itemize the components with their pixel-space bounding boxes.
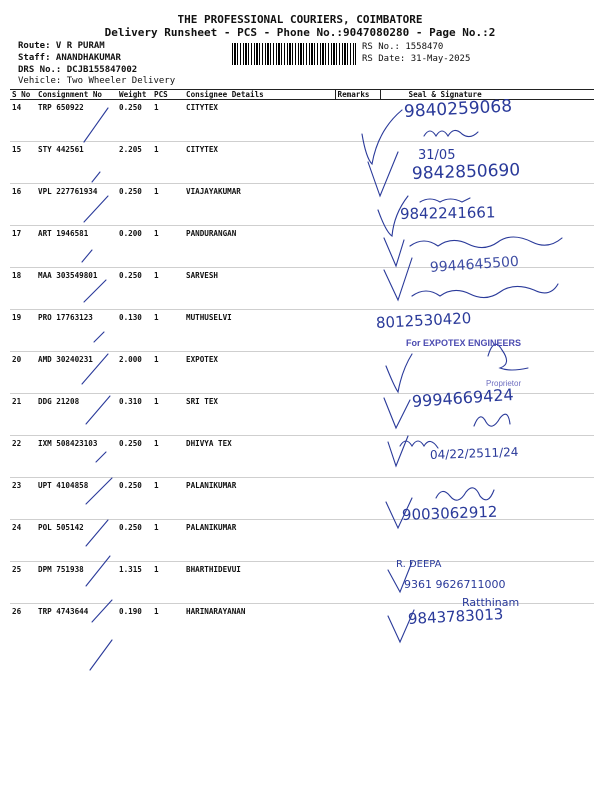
- handwritten-phone: 9003062912: [401, 502, 498, 524]
- row-weight: 0.250: [117, 100, 152, 142]
- row-weight: 0.250: [117, 268, 152, 310]
- row-sno: 24: [10, 520, 36, 562]
- row-signature: [380, 520, 594, 562]
- row-weight: 1.315: [117, 562, 152, 604]
- row-remarks: [335, 226, 380, 268]
- handwritten-phone: 9840259068: [403, 96, 513, 122]
- row-weight: 0.250: [117, 184, 152, 226]
- row-sno: 20: [10, 352, 36, 394]
- row-consignment: STY 442561: [36, 142, 117, 184]
- row-consignment: UPT 4104858: [36, 478, 117, 520]
- row-consignee: DHIVYA TEX: [184, 436, 335, 478]
- row-consignee: CITYTEX: [184, 100, 335, 142]
- row-pcs: 1: [152, 562, 184, 604]
- handwritten-name: Ratthinam: [462, 596, 520, 609]
- row-consignment: PRO 17763123: [36, 310, 117, 352]
- row-remarks: [335, 436, 380, 478]
- row-consignee: SRI TEX: [184, 394, 335, 436]
- row-consignment: IXM 508423103: [36, 436, 117, 478]
- row-sno: 21: [10, 394, 36, 436]
- row-consignee: PANDURANGAN: [184, 226, 335, 268]
- handwritten-name: R. DEEPA: [396, 559, 442, 570]
- row-weight: 0.250: [117, 520, 152, 562]
- company-title: THE PROFESSIONAL COURIERS, COIMBATORE: [177, 13, 423, 26]
- row-consignee: SARVESH: [184, 268, 335, 310]
- row-weight: 0.250: [117, 436, 152, 478]
- row-remarks: [335, 394, 380, 436]
- row-pcs: 1: [152, 352, 184, 394]
- row-remarks: [335, 268, 380, 310]
- row-weight: 0.310: [117, 394, 152, 436]
- row-weight: 0.190: [119, 607, 142, 616]
- row-consignment: DDG 21208: [36, 394, 117, 436]
- handwritten-phone: 8012530420: [375, 309, 472, 332]
- staff-label: Staff: ANANDHAKUMAR: [18, 53, 121, 63]
- row-pcs: 1: [152, 268, 184, 310]
- row-consignee: BHARTHIDEVUI: [184, 562, 335, 604]
- row-sno: 14: [10, 100, 36, 142]
- row-weight: 0.250: [117, 478, 152, 520]
- row-sno: 15: [10, 142, 36, 184]
- row-remarks: [335, 184, 380, 226]
- handwritten-phone: 9842850690: [411, 160, 521, 184]
- row-weight: 2.000: [117, 352, 152, 394]
- table-row: [10, 478, 594, 520]
- row-consignment: VPL 227761934: [36, 184, 117, 226]
- row-consignment: POL 505142: [36, 520, 117, 562]
- row-remarks: [335, 604, 380, 646]
- rs-date: RS Date: 31-May-2025: [362, 54, 471, 64]
- row-sno: 25: [10, 562, 36, 604]
- row-sno: 18: [10, 268, 36, 310]
- row-pcs: 1: [152, 310, 184, 352]
- row-pcs: 1: [152, 142, 184, 184]
- row-remarks: [335, 520, 380, 562]
- row-sno: 22: [10, 436, 36, 478]
- row-pcs: 1: [152, 520, 184, 562]
- handwritten-phone: 9994669424: [411, 384, 515, 411]
- row-consignment: DPM 751938: [36, 562, 117, 604]
- row-remarks: [335, 310, 380, 352]
- table-row: [10, 604, 594, 646]
- table-row: [10, 268, 594, 310]
- handwritten-date: 04/22/2511/24: [429, 444, 519, 462]
- company-stamp: For EXPOTEX ENGINEERS: [406, 338, 522, 348]
- handwritten-phone: 9944645500: [429, 253, 520, 276]
- row-pcs: 1: [152, 394, 184, 436]
- row-consignment: MAA 303549801: [36, 268, 117, 310]
- row-sno: 23: [10, 478, 36, 520]
- row-sno: 17: [10, 226, 36, 268]
- drs-number: DRS No.: DCJB155847002: [18, 65, 138, 75]
- handwritten-phone: 9843783013: [407, 605, 504, 628]
- row-consignee: PALANIKUMAR: [184, 520, 335, 562]
- row-consignment: TRP 4743644: [38, 607, 89, 616]
- handwritten-date: 31/05: [418, 148, 456, 163]
- handwritten-phone: 9361 9626711000: [404, 578, 506, 591]
- row-sno: 19: [10, 310, 36, 352]
- row-sno: 16: [10, 184, 36, 226]
- col-sno: S No: [10, 90, 36, 100]
- row-consignee: MUTHUSELVI: [184, 310, 335, 352]
- rs-number: RS No.: 1558470: [362, 42, 444, 52]
- row-pcs: 1: [154, 607, 159, 616]
- row-weight: 0.200: [117, 226, 152, 268]
- row-consignee: VIAJAYAKUMAR: [184, 184, 335, 226]
- row-remarks: [335, 352, 380, 394]
- barcode: [232, 43, 356, 65]
- row-weight: 2.205: [117, 142, 152, 184]
- row-remarks: [335, 100, 380, 142]
- row-pcs: 1: [152, 100, 184, 142]
- row-weight: 0.130: [117, 310, 152, 352]
- stamp-proprietor: Proprietor: [486, 379, 522, 388]
- row-remarks: [335, 562, 380, 604]
- row-pcs: 1: [152, 226, 184, 268]
- col-consignee: Consignee Details: [184, 90, 335, 100]
- handwritten-phone: 9842241661: [399, 203, 496, 223]
- row-remarks: [335, 142, 380, 184]
- row-sno: 26: [12, 607, 22, 616]
- col-weight: Weight: [117, 90, 152, 100]
- row-remarks: [335, 478, 380, 520]
- row-consignee: EXPOTEX: [184, 352, 335, 394]
- row-consignee: HARINARAYANAN: [186, 607, 246, 616]
- row-pcs: 1: [152, 184, 184, 226]
- row-pcs: 1: [152, 478, 184, 520]
- table-row: [10, 184, 594, 226]
- runsheet-subtitle: Delivery Runsheet - PCS - Phone No.:9047080280 - Page No.:2: [104, 26, 496, 39]
- row-signature: [380, 268, 594, 310]
- row-consignee: PALANIKUMAR: [184, 478, 335, 520]
- row-consignment: TRP 650922: [36, 100, 117, 142]
- col-pcs: PCS: [152, 90, 184, 100]
- col-remarks: Remarks: [335, 90, 380, 100]
- col-seal-signature: Seal & Signature: [380, 90, 594, 100]
- row-consignee: CITYTEX: [184, 142, 335, 184]
- row-consignment: ART 1946581: [36, 226, 117, 268]
- row-consignment: AMD 30240231: [36, 352, 117, 394]
- row-pcs: 1: [152, 436, 184, 478]
- table-row: [10, 520, 594, 562]
- col-consignment: Consignment No: [36, 90, 117, 100]
- vehicle-label: Vehicle: Two Wheeler Delivery: [18, 76, 176, 86]
- route-label: Route: V R PURAM: [18, 41, 105, 51]
